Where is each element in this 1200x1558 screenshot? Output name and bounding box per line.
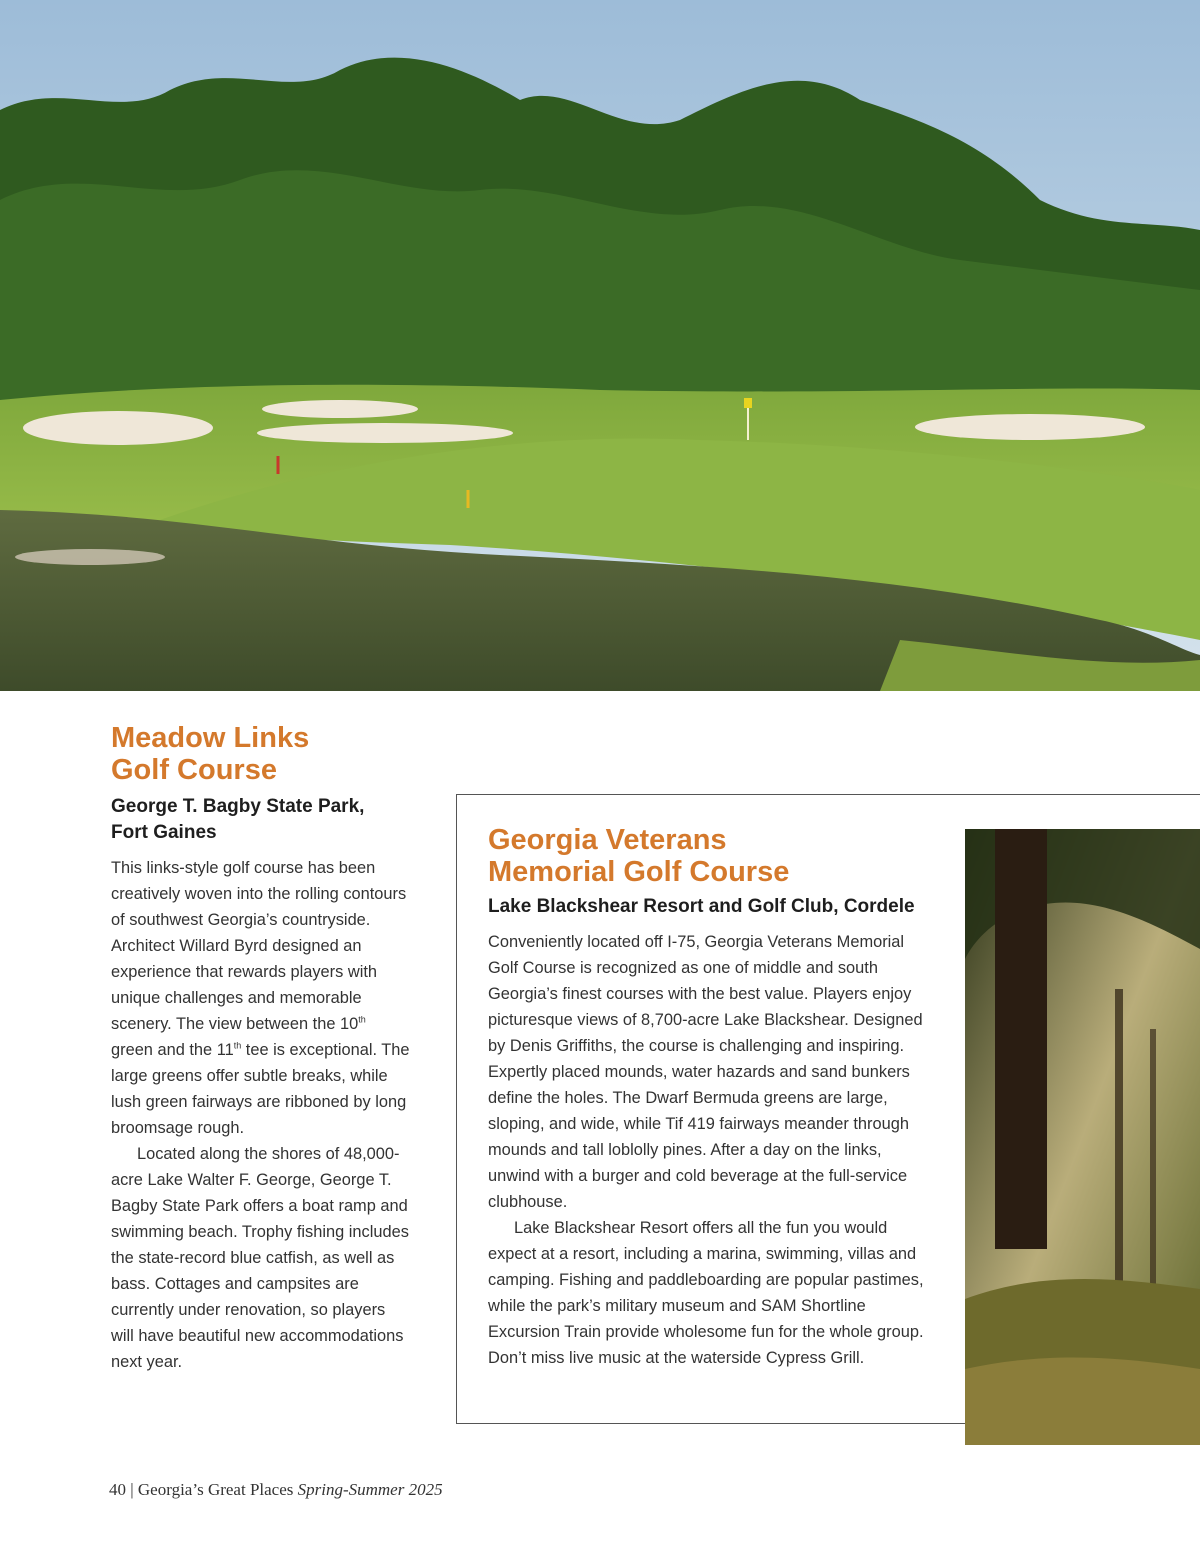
page-footer [109, 1480, 443, 1500]
title-line-1: Georgia Veterans [488, 824, 727, 856]
veterans-title [488, 824, 938, 888]
pine-trees-image [965, 829, 1200, 1445]
golf-course-image [0, 0, 1200, 691]
misty-fairway-photo [965, 829, 1200, 1445]
title-line-2: Memorial Golf Course [488, 856, 790, 888]
meadow-links-article [111, 722, 411, 1375]
veterans-article [488, 824, 938, 1371]
veterans-location: Lake Blackshear Resort and Golf Club, Cordele [488, 896, 915, 917]
meadow-links-paragraph-1: This links-style golf course has been creatively woven into the rolling contours of southwest Georgia’s countryside. Architect Willard Byrd designed an experience that rewards players with unique challenges and memorable scenery. The view between the 10th green and the 11th tee is exceptional. The large greens offer subtle breaks, while lush green fairways are ribboned by long broomsage rough. [111, 859, 410, 1137]
title-line-1: Meadow Links [111, 722, 310, 754]
veterans-paragraph-1: Conveniently located off I-75, Georgia Veterans Memorial Golf Course is recognized as one of middle and south Georgia’s finest courses with the best value. Players enjoy picturesque views of 8,700-acre Lake Blackshear. Designed by Denis Griffiths, the course is challenging and inspiring. Expertly placed mounds, water hazards and sand bunkers define the holes. The Dwarf Bermuda greens are large, sloping, and wide, while Tif 419 fairways meander through mounds and tall loblolly pines. After a day on the links, unwind with a burger and cold beverage at the full-service clubhouse. [488, 933, 923, 1211]
meadow-links-paragraph-2: Located along the shores of 48,000-acre Lake Walter F. George, George T. Bagby State Park offers a boat ramp and swimming beach. Trophy fishing includes the state-record blue catfish, as well as bass. Cottages and campsites are currently under renovation, so players will have beautiful new accommodations next year. [111, 1145, 409, 1371]
issue-name: Spring-Summer 2025 [297, 1480, 443, 1499]
meadow-links-title [111, 722, 411, 786]
veterans-body [488, 929, 938, 1371]
veterans-paragraph-2: Lake Blackshear Resort offers all the fun you would expect at a resort, including a marina, swimming, villas and camping. Fishing and paddleboarding are popular pastimes, while the park’s military museum and SAM Shortline Excursion Train provide wholesome fun for the whole group. Don’t miss live music at the waterside Cypress Grill. [488, 1219, 924, 1367]
publication-name: Georgia’s Great Places [137, 1480, 294, 1499]
meadow-links-body [111, 855, 411, 1375]
hero-golf-photo [0, 0, 1200, 691]
page-number: 40 [109, 1480, 126, 1499]
meadow-links-location [111, 794, 411, 846]
footer-separator: | [130, 1480, 134, 1499]
title-line-2: Golf Course [111, 754, 277, 786]
location-line-2: Fort Gaines [111, 822, 217, 843]
location-line-1: George T. Bagby State Park, [111, 796, 365, 817]
